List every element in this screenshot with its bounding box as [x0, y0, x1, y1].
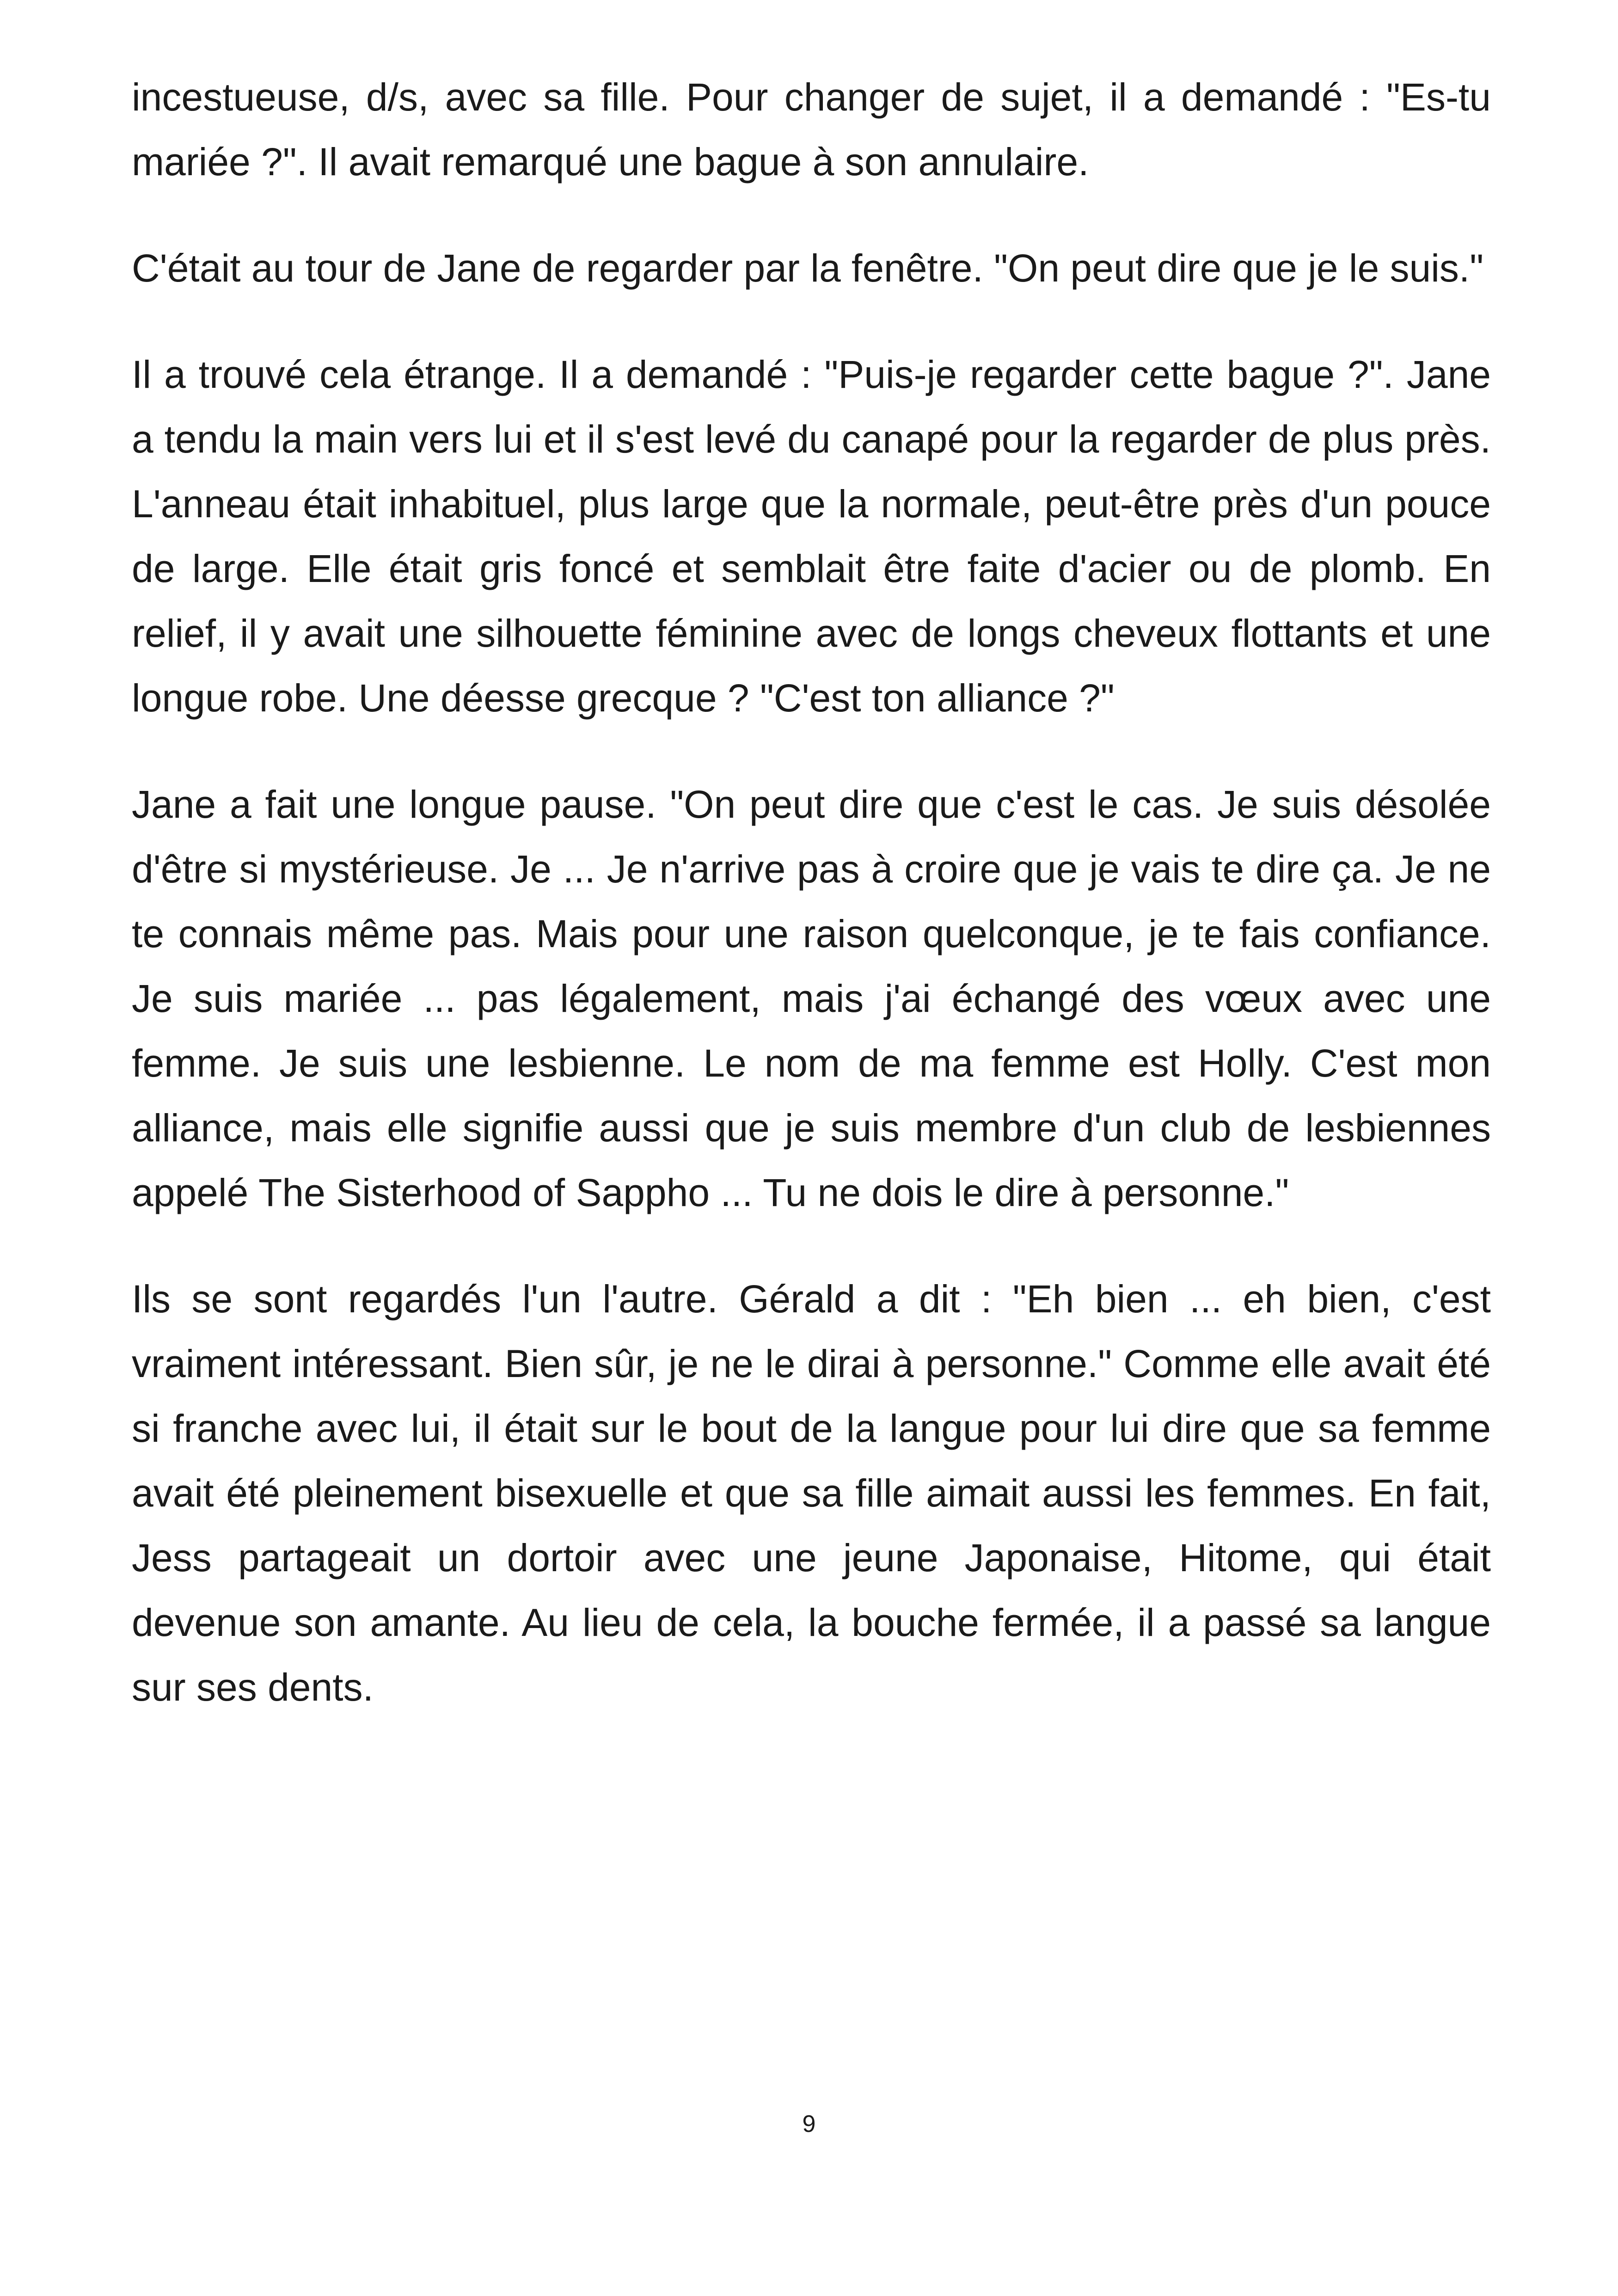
paragraph-4: Jane a fait une longue pause. "On peut dire que c'est le cas. Je suis désolée d'être si mystérieuse. Je ... Je n'arrive pas à croire que je vais te dire ça. Je ne te connais même pas. Mais pour une raison quelconque, je te fais confiance. Je suis mariée ... pas légalement, mais j'ai échangé des vœux avec une femme. Je suis une lesbienne. Le nom de ma femme est Holly. C'est mon alliance, mais elle signifie aussi que je suis membre d'un club de lesbiennes appelé The Sisterhood of Sappho ... Tu ne dois le dire à personne."	[132, 783, 1491, 1214]
paragraph-1: incestueuse, d/s, avec sa fille. Pour changer de sujet, il a demandé : "Es-tu mariée ?". Il avait remarqué une bague à son annulaire.	[132, 75, 1491, 184]
paragraph-5: Ils se sont regardés l'un l'autre. Gérald a dit : "Eh bien ... eh bien, c'est vraiment intéressant. Bien sûr, je ne le dirai à personne." Comme elle avait été si franche avec lui, il était sur le bout de la langue pour lui dire que sa femme avait été pleinement bisexuelle et que sa fille aimait aussi les femmes. En fait, Jess partageait un dortoir avec une jeune Japonaise, Hitome, qui était devenue son amante. Au lieu de cela, la bouche fermée, il a passé sa langue sur ses dents.	[132, 1277, 1491, 1709]
paragraph-3: Il a trouvé cela étrange. Il a demandé : "Puis-je regarder cette bague ?". Jane a tendu la main vers lui et il s'est levé du canapé pour la regarder de plus près. L'anneau était inhabituel, plus large que la normale, peut-être près d'un pouce de large. Elle était gris foncé et semblait être faite d'acier ou de plomb. En relief, il y avait une silhouette féminine avec de longs cheveux flottants et une longue robe. Une déesse grecque ? "C'est ton alliance ?"	[132, 353, 1491, 720]
body-text	[132, 65, 1491, 1761]
paragraph-2: C'était au tour de Jane de regarder par la fenêtre. "On peut dire que je le suis."	[132, 246, 1484, 290]
page-number: 9	[802, 2111, 816, 2137]
